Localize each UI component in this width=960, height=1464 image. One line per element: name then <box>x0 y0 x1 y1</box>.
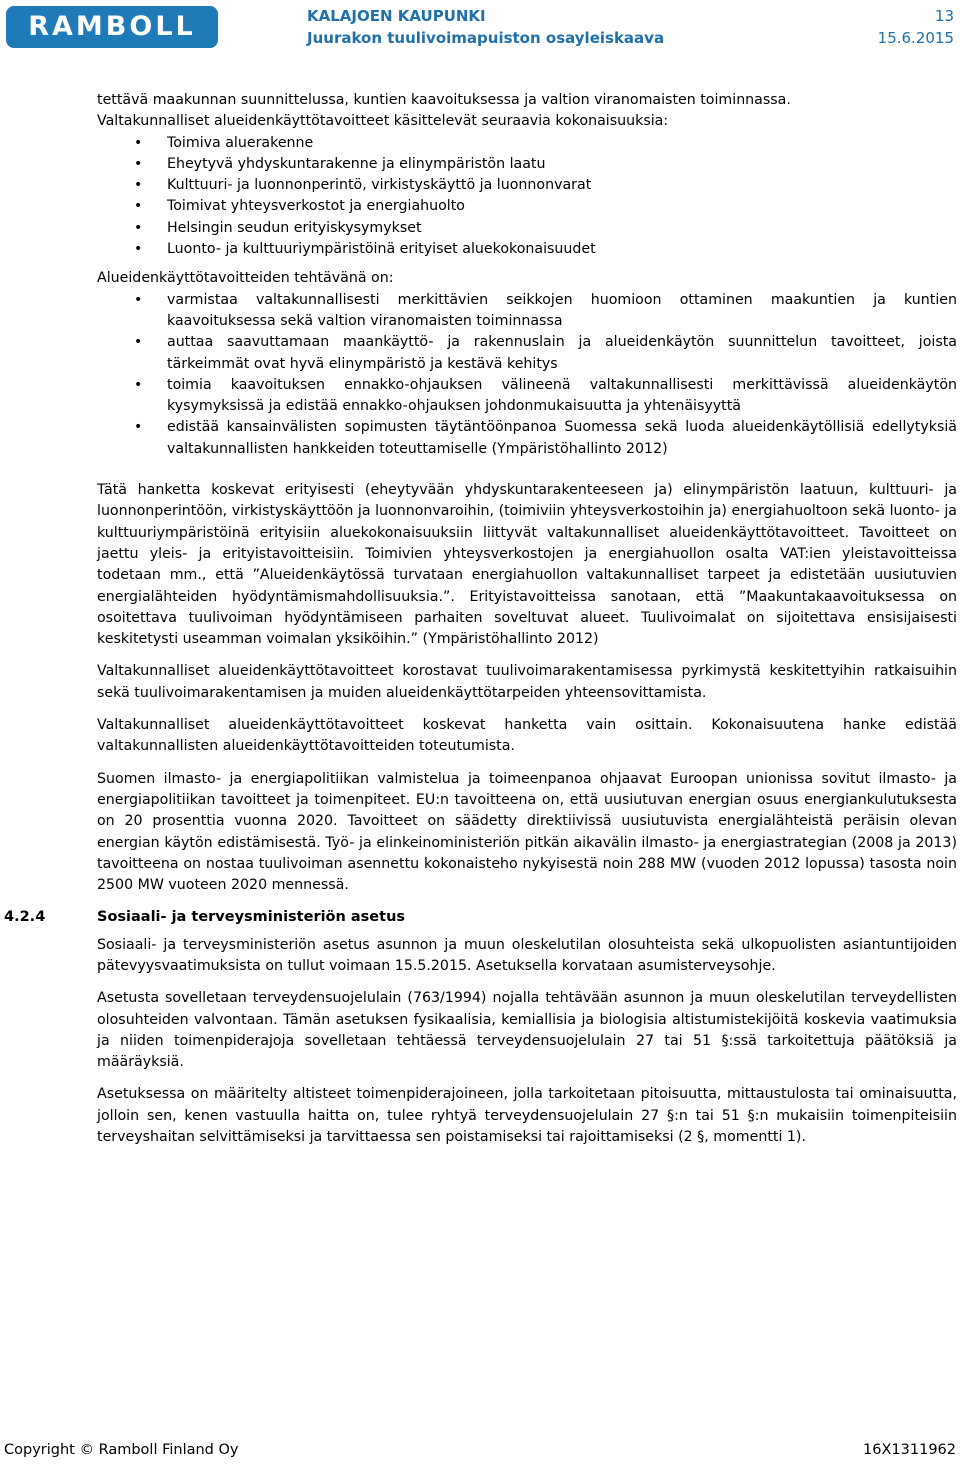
paragraph-intro: tettävä maakunnan suunnittelussa, kuntien kaavoituksessa ja valtion viranomaisten toiminnassa. <box>97 92 791 108</box>
header-company: KALAJOEN KAUPUNKI <box>307 7 486 25</box>
paragraph-hanke: Tätä hanketta koskevat erityisesti (eheytyvään yhdyskuntarakenteeseen ja) elinympäristön laatuun, kulttuuri- ja luonnonperintöön, virkistyskäyttöön ja luonnonvaroihin, (toimiviin yhteysverkostoihin ja) energiahuoltoon sekä luonto- ja kulttuuriympäristöinä erityisiin aluekokonaisuuksiin liittyvät valtakunnalliset alueidenkäyttötavoitteet. Tavoitteet on jaettu yleis- ja erityistavoitteisiin. Toimivien yhteysverkostojen ja energiahuollon osalta VAT:ien yleistavoitteissa todetaan mm., että ”Alueidenkäytössä turvataan energiahuollon valtakunnalliset tarpeet ja edistetään uusiutuvien energialähteiden hyödyntämismahdollisuuksia.”. Erityistavoitteissa sanotaan, että ”Maakuntakaavoituksessa on osoitettava tuulivoiman hyödyntämiseen parhaiten soveltuvat alueet. Tuulivoimalat on sijoitettava ensisijaisesti keskitetysti useamman voimalan yksiköihin.” (Ympäristöhallinto 2012) <box>97 482 957 648</box>
paragraph-osittain: Valtakunnalliset alueidenkäyttötavoitteet koskevat hanketta vain osittain. Kokonaisuutena hanke edistää valtakunnallisten alueidenkäyttötavoitteiden toteutumista. <box>97 717 957 755</box>
list-item: • edistää kansainvälisten sopimusten täytäntöönpanoa Suomessa sekä luoda alueidenkäytöllisiä edellytyksiä valtakunnallisten hankkeiden toteuttamiselle (Ympäristöhallinto 2012) <box>97 417 957 460</box>
footer-copyright: Copyright © Ramboll Finland Oy <box>4 1442 239 1458</box>
list-item: • Kulttuuri- ja luonnonperintö, virkistyskäyttö ja luonnonvarat <box>97 175 957 196</box>
list-item: • toimia kaavoituksen ennakko-ohjauksen välineenä valtakunnallisesti merkittävissä alueidenkäytön kysymyksissä ja edistää ennakko-ohjauksen johdonmukaisuutta ja yhtenäisyyttä <box>97 375 957 418</box>
section-number: 4.2.4 <box>4 909 46 926</box>
paragraph-tehtava: Alueidenkäyttötavoitteiden tehtävänä on: <box>97 270 394 287</box>
list-tehtava <box>97 290 957 460</box>
section-title: Sosiaali- ja terveysministeriön asetus <box>97 909 406 926</box>
ramboll-logo: RAMBOLL <box>6 6 218 48</box>
list-kokonaisuudet <box>97 133 957 261</box>
document-body <box>4 90 957 1159</box>
paragraph-kokonaisuudet: Valtakunnalliset alueidenkäyttötavoitteet käsittelevät seuraavia kokonaisuuksia: <box>97 113 669 130</box>
list-item: • Toimivat yhteysverkostot ja energiahuolto <box>97 196 957 217</box>
header-subtitle: Juurakon tuulivoimapuiston osayleiskaava <box>307 29 665 47</box>
list-item: • Toimiva aluerakenne <box>97 133 957 154</box>
page-header <box>0 0 960 60</box>
list-item: • Eheytyvä yhdyskuntarakenne ja elinympäristön laatu <box>97 154 957 175</box>
paragraph-ilmasto: Suomen ilmasto- ja energiapolitiikan valmistelua ja toimeenpanoa ohjaavat Euroopan unionissa sovitut ilmasto- ja energiapolitiikan tavoitteet ja toimenpiteet. EU:n tavoitteena on, että uusiutuvan energian osuus energiankulutuksesta on 20 prosenttia vuonna 2020. Tavoitteet on säädetty direktiivissä uusiutuvista energialähteistä peräisin olevan energian käytön edistämisestä. Työ- ja elinkeinoministeriön pitkän aikavälin ilmasto- ja energiastrategian (2008 ja 2013) tavoitteena on nostaa tuulivoiman asennettu kokonaisteho nykyisestä noin 288 MW (vuoden 2012 lopussa) tasosta noin 2500 MW vuoteen 2020 mennessä. <box>97 770 957 894</box>
paragraph-maaritelty: Asetuksessa on määritelty altisteet toimenpiderajoineen, jolla tarkoitetaan pitoisuutta, mittaustulosta tai ominaisuutta, jolloin sen, kenen vastuulla haitta on, tulee ryhtyä terveydensuojelulain 27 §:n tai 51 §:n mukaisiin toimenpiteisiin terveyshaitan selvittämiseksi ja tarvittaessa sen poistamiseksi tai rajoittamiseksi (2 §, momentti 1). <box>97 1086 957 1146</box>
list-item: • Helsingin seudun erityiskysymykset <box>97 218 957 239</box>
section-heading <box>4 907 957 928</box>
paragraph-sovelletaan: Asetusta sovelletaan terveydensuojelulain (763/1994) nojalla tehtävään asunnon ja muun oleskelutilan terveydellisten olosuhteiden valvontaan. Tämän asetuksen fysikaalisia, kemiallisia ja biologisia altistumistekijöitä koskevia vaatimuksia ja niiden toimenpiderajoja sovelletaan tehtäessä terveydensuojelulain 27 tai 51 §:ssä tarkoitettuja päätöksiä ja määräyksiä. <box>97 990 957 1071</box>
list-item: • Luonto- ja kulttuuriympäristöinä erityiset aluekokonaisuudet <box>97 239 957 260</box>
footer-doc-id: 16X1311962 <box>863 1442 956 1458</box>
paragraph-korostavat: Valtakunnalliset alueidenkäyttötavoitteet korostavat tuulivoimarakentamisessa pyrkimystä keskitettyihin ratkaisuihin sekä tuulivoimarakentamisen ja muiden alueidenkäyttötarpeiden yhteensovittamista. <box>97 663 957 701</box>
paragraph-asetus: Sosiaali- ja terveysministeriön asetus asunnon ja muun oleskelutilan olosuhteista sekä ulkopuolisten asiantuntijoiden pätevyysvaatimuksista on tullut voimaan 15.5.2015. Asetuksella korvataan asumisterveysohje. <box>97 936 957 974</box>
header-date: 15.6.2015 <box>877 29 954 47</box>
page-footer <box>0 1442 960 1464</box>
list-item: • auttaa saavuttamaan maankäyttö- ja rakennuslain ja alueidenkäytön suunnittelun tavoitteet, joista tärkeimmät ovat hyvä elinympäristö ja kestävä kehitys <box>97 332 957 375</box>
list-item: • varmistaa valtakunnallisesti merkittävien seikkojen huomioon ottaminen maakuntien ja kuntien kaavoituksessa sekä valtion viranomaisten toiminnassa <box>97 290 957 333</box>
page-number: 13 <box>934 7 954 25</box>
